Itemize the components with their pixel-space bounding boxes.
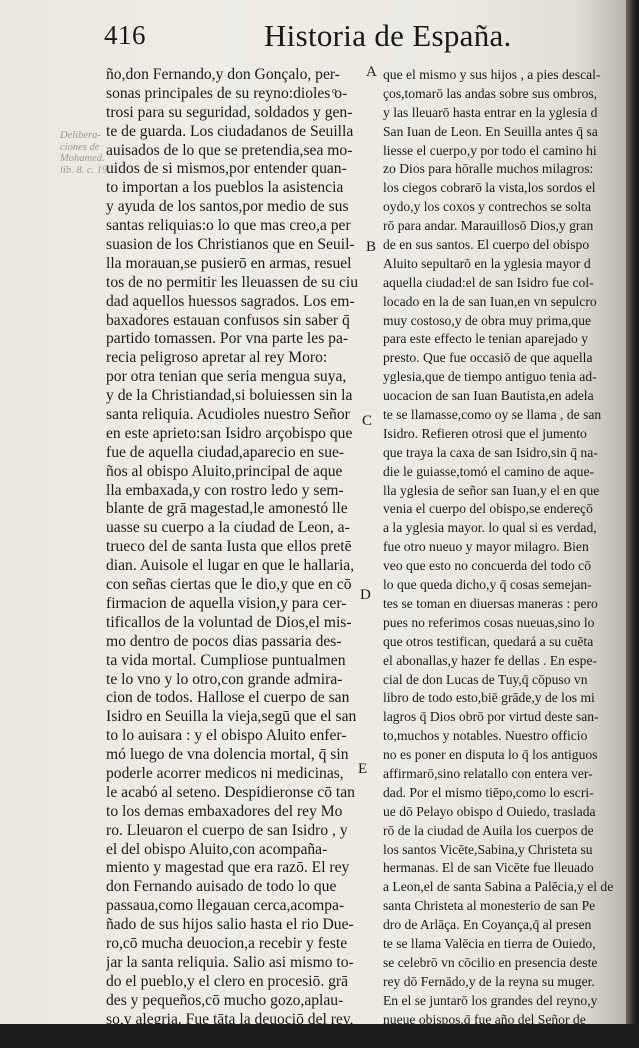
text-line: locado en la de san Iuan,en vn sepulcro bbox=[383, 293, 597, 309]
text-line: miento y magestad que era razō. El rey bbox=[106, 859, 350, 877]
text-line: auisados de lo que se pretendia,sea mo- bbox=[106, 141, 353, 159]
text-line: to importan a los pueblos la asistencia bbox=[106, 179, 344, 197]
text-line: don Fernando auisado de todo lo que bbox=[106, 878, 337, 896]
text-line: blante de grā magestad,le amonestó lle bbox=[106, 500, 348, 518]
text-line: suasion de los Christianos que en Seuil- bbox=[106, 236, 355, 254]
margin-note-line: Delibera- bbox=[60, 130, 101, 141]
text-line: y de la Christiandad,si boluiessen sin la bbox=[106, 387, 353, 405]
text-line: sonas principales de su reyno:dioles ͦo- bbox=[106, 84, 348, 102]
text-line: die le guiasse,tomó el camino de aque- bbox=[383, 463, 595, 479]
text-line: des y pequeños,cō mucho gozo,aplau- bbox=[106, 991, 344, 1009]
text-line: que traya la caxa de san Isidro,sin q̄ na- bbox=[383, 444, 598, 460]
text-line: a la yglesia mayor. lo qual si es verdad, bbox=[383, 520, 597, 536]
text-line: Aluito sepultarō en la yglesia mayor d bbox=[383, 255, 591, 271]
text-line: lagros q̄ Dios obrō por virtud deste san- bbox=[383, 709, 599, 725]
text-line: rey dō Fernādo,y de la reyna su muger. bbox=[383, 973, 595, 989]
text-line: En el se juntarō los grandes del reyno,y bbox=[383, 992, 598, 1008]
margin-note-line: ciones de bbox=[60, 141, 100, 153]
text-line: dian. Auisole el lugar en que le hallaria, bbox=[106, 557, 355, 575]
text-line: uidos de si mismos,por entender quan- bbox=[106, 160, 347, 178]
margin-note bbox=[60, 130, 110, 176]
text-line: lla embaxada,y con rostro ledo y sem- bbox=[106, 481, 344, 499]
text-line: por otra tenian que seria mengua suya, bbox=[106, 368, 347, 386]
text-line: liesse el cuerpo,y por todo el camino hi bbox=[383, 142, 597, 158]
text-line: recia peligroso apretar al rey Moro: bbox=[106, 349, 328, 367]
text-line: de en sus santos. El cuerpo del obispo bbox=[383, 237, 590, 253]
text-line: tificallos de la voluntad de Dios,el mis- bbox=[106, 613, 352, 631]
text-line: para este effecto le tenian aparejado y bbox=[383, 331, 589, 347]
text-line: fue de aquella ciudad,aparecio en sue- bbox=[106, 443, 345, 461]
text-line: San Iuan de Leon. En Seuilla antes q̄ sa bbox=[383, 123, 598, 139]
text-line: te se llama Valēcia en tierra de Ouiedo, bbox=[383, 935, 596, 951]
text-line: venia el cuerpo del obispo,se endereçō bbox=[383, 501, 593, 517]
text-line: ro. Lleuaron el cuerpo de san Isidro , y bbox=[106, 821, 348, 839]
text-line: zo Dios para hōralle muchos milagros: bbox=[383, 161, 594, 177]
text-line: Isidro. Refieren otrosi que el jumento bbox=[383, 425, 587, 441]
text-line: lo que queda dicho,y q̄ cosas semejan- bbox=[383, 577, 592, 593]
text-line: nueue obispos,q̄ fue año del Señor de bbox=[383, 1011, 586, 1027]
text-line: cion de todos. Hallose el cuerpo de san bbox=[106, 689, 350, 707]
left-text-column bbox=[106, 66, 364, 1029]
text-line: partido tomassen. Por vna parte les pa- bbox=[106, 330, 349, 348]
text-line: to lo auisara : y el obispo Aluito enfer- bbox=[106, 727, 347, 745]
text-line: ro,cō mucha deuocion,a recebir y feste bbox=[106, 934, 348, 952]
text-line: mo dentro de pocos dias passaria des- bbox=[106, 632, 342, 650]
text-line: que otros testifican, quedará a su cuēta bbox=[383, 633, 594, 649]
text-line: a Leon,el de santa Sabina a Palēcia,y el de bbox=[383, 879, 614, 895]
text-line: firmacion de aquella vision,y para cer- bbox=[106, 594, 347, 612]
text-line: to,muchos y notables. Nuestro officio bbox=[383, 728, 588, 744]
text-line: ñado de sus hijos salio hasta el rio Due- bbox=[106, 916, 354, 934]
running-title: Historia de España. bbox=[264, 18, 512, 53]
text-line: uocacion de san Iuan Bautista,en adela bbox=[383, 388, 594, 404]
text-line: tos de no permitir les lleuassen de su ciu bbox=[106, 273, 359, 291]
text-line: to los demas embaxadores del rey Mo bbox=[106, 802, 343, 820]
text-line: Isidro en Seuilla la vieja,segū que el san bbox=[106, 708, 357, 726]
text-line: cial de don Lucas de Tuy,q̄ cōpuso vn bbox=[383, 671, 588, 687]
text-line: que el mismo y sus hijos , a pies descal- bbox=[383, 67, 601, 82]
section-letter-d: D bbox=[360, 587, 371, 603]
section-letter-a: A bbox=[366, 64, 377, 80]
text-line: te lo vno y lo otro,con grande admira- bbox=[106, 670, 343, 688]
text-line: le acabó al seteno. Despidieronse cō tan bbox=[106, 783, 355, 801]
text-line: mó luego de vna dolencia mortal, q̄ sin bbox=[106, 746, 349, 764]
text-line: dro de Arlāça. En Coyança,q̄ al presen bbox=[383, 917, 592, 933]
text-line: uasse su cuerpo a la ciudad de Leon, a- bbox=[106, 519, 350, 537]
text-line: baxadores estauan confusos sin saber q̄ bbox=[106, 311, 350, 329]
margin-note-line: Mohamed. bbox=[60, 153, 105, 164]
text-line: el del obispo Aluito,con acompaña- bbox=[106, 840, 328, 858]
text-line: rō para andar. Marauillosō Dios,y gran bbox=[383, 218, 594, 234]
text-line: se celebrō vn cōcilio en presencia deste bbox=[383, 954, 598, 970]
page-number: 416 bbox=[104, 20, 146, 50]
text-line: trosi para su seguridad, soldados y gen- bbox=[106, 103, 353, 121]
text-line: poderle acorrer medicos ni medicinas, bbox=[106, 764, 344, 782]
text-line: affirmarō,sino relatallo con entera ver- bbox=[383, 765, 593, 781]
right-text-column bbox=[383, 66, 619, 1048]
margin-note-line: lib. 8. c. 19. bbox=[60, 164, 110, 176]
text-line: y las lleuarō hasta entrar en la yglesia d bbox=[383, 104, 598, 120]
text-line: ños al obispo Aluito,principal de aque bbox=[106, 462, 343, 480]
section-letter-e: E bbox=[358, 761, 368, 777]
text-line: passaua,como llegauan cerca,acompa- bbox=[106, 897, 345, 915]
text-line: en este aprieto:san Isidro arçobispo que bbox=[106, 424, 353, 442]
text-line: hermanas. El de san Vicēte fue lleuado bbox=[383, 860, 594, 876]
text-line: tes se toman en diuersas maneras : pero bbox=[383, 595, 598, 611]
text-line: rō de la ciudad de Auila los cuerpos de bbox=[383, 822, 594, 838]
book-spine-shadow bbox=[626, 0, 639, 1024]
text-line: lla morauan,se pusierō en armas, resuel bbox=[106, 254, 352, 272]
text-line: santa Christeta al monesterio de san Pe bbox=[383, 898, 596, 914]
text-line: ño,don Fernando,y don Gonçalo, per- bbox=[106, 66, 340, 83]
text-line: te se llamasse,como oy se llama , de san bbox=[383, 407, 602, 423]
text-line: el abonallas,y hazer fe dellas . En espe- bbox=[383, 652, 598, 668]
text-line: veo que esto no concuerda del todo cō bbox=[383, 558, 591, 574]
text-line: do el pueblo,y el clero en procesiō. grā bbox=[106, 972, 349, 990]
text-line: santas reliquias:o lo que mas creo,a per bbox=[106, 217, 351, 235]
text-line: so,y alegria. Fue tāta la deuociō del rey, bbox=[106, 1010, 354, 1028]
text-line: los ciegos cobrarō la vista,los sordos el bbox=[383, 180, 596, 196]
text-line: ta vida mortal. Cumpliose puntualmen bbox=[106, 651, 346, 669]
text-line: mil bbox=[383, 1030, 402, 1046]
section-letter-c: C bbox=[362, 413, 373, 429]
text-line: trueco del de santa Iusta que ellos pretē bbox=[106, 538, 352, 556]
text-line: santa reliquia. Acudioles nuestro Señor bbox=[106, 406, 350, 424]
text-line: ços,tomarō las andas sobre sus ombros, bbox=[383, 85, 598, 101]
text-line: libro de todo esto,biē grāde,y de los mi bbox=[383, 690, 595, 706]
text-line: muy costoso,y de obra muy prima,que bbox=[383, 312, 592, 328]
text-line: te de guarda. Los ciudadanos de Seuilla bbox=[106, 122, 354, 140]
text-line: con señas ciertas que le dio,y que en cō bbox=[106, 576, 352, 594]
section-letter-b: B bbox=[366, 239, 377, 255]
text-line: dad. Por el mismo tiēpo,como lo escri- bbox=[383, 784, 594, 800]
text-line: fue otro nueuo y mayor milagro. Bien bbox=[383, 539, 589, 555]
text-line: presto. Que fue occasiō de que aquella bbox=[383, 350, 593, 366]
text-line: no es poner en disputa lo q̄ los antiguos bbox=[383, 747, 598, 763]
text-line: lla yglesia de señor san Iuan,y el en que bbox=[383, 482, 600, 498]
text-line: yglesia,que de tiempo antiguo tenia ad- bbox=[383, 369, 597, 385]
text-line: aquella ciudad:el de san Isidro fue col- bbox=[383, 274, 594, 290]
text-line: jar la santa reliquia. Salio asi mismo to- bbox=[106, 953, 354, 971]
text-line: y ayuda de los santos,por medio de sus bbox=[106, 198, 349, 216]
text-line: oydo,y los coxos y contrechos se solta bbox=[383, 199, 592, 215]
text-line: los santos Vicēte,Sabina,y Christeta su bbox=[383, 841, 593, 857]
page-header bbox=[104, 18, 624, 58]
text-line: dad aquellos huessos sagrados. Los em- bbox=[106, 292, 355, 310]
text-line: pues no referimos cosas nueuas,sino lo bbox=[383, 614, 595, 630]
text-line: ue dō Pelayo obispo d Ouiedo, traslada bbox=[383, 803, 596, 819]
